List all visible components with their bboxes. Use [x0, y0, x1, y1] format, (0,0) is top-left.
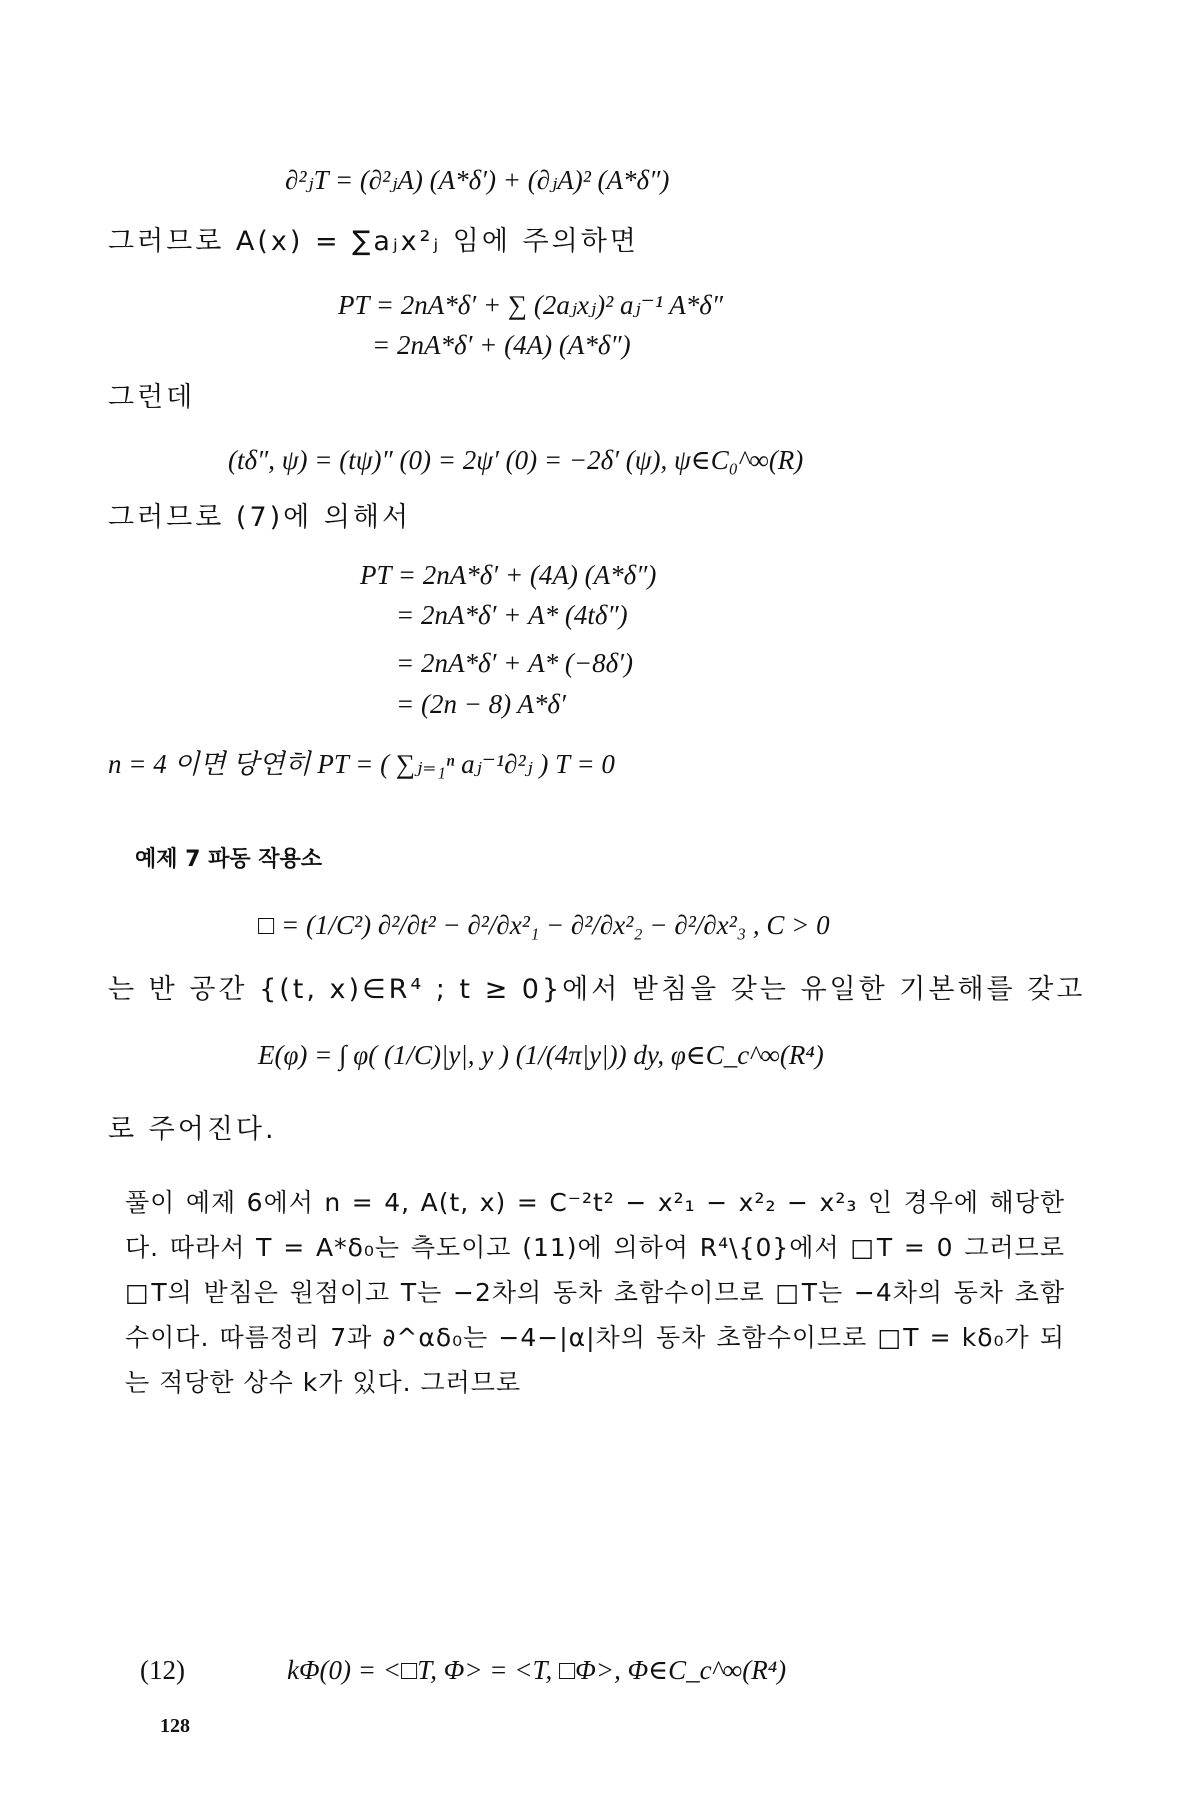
text-line: 그런데 [108, 382, 196, 413]
equation-pt-3: PT = 2nA*δ′ + (4A) (A*δ″) [360, 560, 657, 590]
equation-pt-2: = 2nA*δ′ + (4A) (A*δ″) [372, 330, 631, 360]
equation-t-delta: (tδ″, ψ) = (tψ)″ (0) = 2ψ′ (0) = −2δ′ (ψ), ψ∈C₀^∞(R) [228, 445, 804, 475]
equation-12-label: (12) [140, 1655, 185, 1685]
text-line: 로 주어진다. [108, 1114, 277, 1145]
equation-n4: n = 4 이면 당연히 PT = ( ∑ⱼ₌₁ⁿ aⱼ⁻¹∂²ⱼ ) T = 0 [108, 749, 615, 779]
text-line: 는 반 공간 {(t, x)∈R⁴ ; t ≥ 0}에서 받침을 갖는 유일한 기본해를 갖고 [108, 974, 1086, 1005]
page-number: 128 [160, 1715, 190, 1737]
equation-pt-4: = 2nA*δ′ + A* (4tδ″) [396, 600, 628, 630]
equation-12: kΦ(0) = <□T, Φ> = <T, □Φ>, Φ∈C_c^∞(R⁴) [287, 1655, 787, 1685]
equation-pt-6: = (2n − 8) A*δ′ [396, 689, 566, 719]
equation-wave-operator: □ = (1/C²) ∂²/∂t² − ∂²/∂x²₁ − ∂²/∂x²₂ − ∂²/∂x²₃ , C > 0 [258, 910, 830, 940]
text-line: 그러므로 (7)에 의해서 [108, 502, 412, 533]
equation-second-derivative: ∂²ⱼT = (∂²ⱼA) (A*δ′) + (∂ⱼA)² (A*δ″) [285, 165, 670, 195]
equation-fundamental-solution: E(φ) = ∫ φ( (1/C)|y|, y ) (1/(4π|y|)) dy, φ∈C_c^∞(R⁴) [258, 1040, 824, 1070]
text-line: 그러므로 A(x) = ∑aⱼx²ⱼ 임에 주의하면 [108, 226, 639, 257]
equation-pt-1: PT = 2nA*δ′ + ∑ (2aⱼxⱼ)² aⱼ⁻¹ A*δ″ [338, 290, 724, 320]
equation-pt-5: = 2nA*δ′ + A* (−8δ′) [396, 648, 634, 678]
example-heading: 예제 7 파동 작용소 [135, 847, 323, 872]
solution-paragraph: 풀이 예제 6에서 n = 4, A(t, x) = C⁻²t² − x²₁ − x²₂ − x²₃ 인 경우에 해당한다. 따라서 T = A*δ₀는 측도이고 (11)에 의하여 R⁴\{0}에서 □T = 0 그러므로 □T의 받침은 원점이고 T는 −2차의 동차 초함수이므로 □T는 −4차의 동차 초함수이다. 따름정리 7과 ∂^αδ₀는 −4−|α|차의 동차 초함수이므로 □T = kδ₀가 되는 적당한 상수 k가 있다. 그러므로 [125, 1188, 1065, 1397]
